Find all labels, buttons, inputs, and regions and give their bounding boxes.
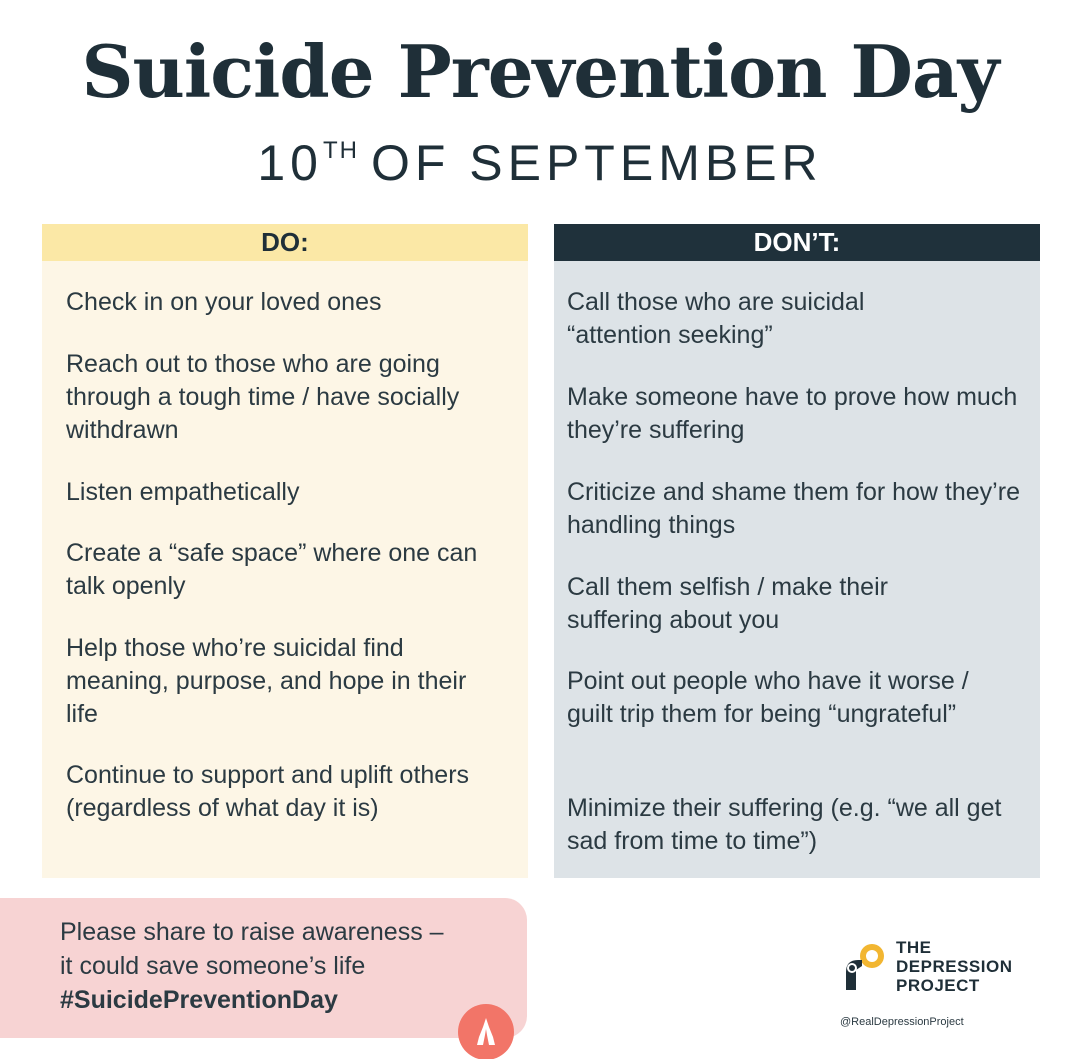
dont-item: Criticize and shame them for how they’re handling things: [567, 478, 1020, 539]
brand-logo: [836, 936, 1056, 1036]
share-callout: [0, 898, 527, 1038]
do-item: Help those who’re suicidal find meaning, purpose, and hope in their life: [66, 634, 467, 728]
date-number: 10: [257, 135, 323, 191]
dont-item: Minimize their suffering (e.g. “we all get sad from time to time”): [567, 794, 1002, 855]
do-column: [42, 224, 528, 878]
dont-item: Call them selfish / make their suffering about you: [567, 573, 888, 634]
dont-item: Call those who are suicidal “attention seeking”: [567, 288, 865, 349]
do-item: Listen empathetically: [66, 478, 300, 506]
page-title: Suicide Prevention Day: [81, 29, 999, 114]
do-heading: DO:: [42, 224, 528, 261]
do-item: Reach out to those who are going through a tough time / have socially withdrawn: [66, 350, 460, 444]
do-item: Check in on your loved ones: [66, 288, 382, 316]
dont-column: [554, 224, 1040, 878]
page-subtitle: [0, 135, 1080, 191]
logo-line-3: PROJECT: [896, 976, 980, 995]
logo-wordmark: [896, 938, 1012, 995]
dont-item: Point out people who have it worse / guilt trip them for being “ungrateful”: [567, 667, 969, 728]
dont-item: Make someone have to prove how much they’re suffering: [567, 383, 1018, 444]
praying-hands-icon: [458, 1004, 514, 1059]
dont-heading: DON’T:: [554, 224, 1040, 261]
logo-line-2: DEPRESSION: [896, 957, 1013, 976]
date-suffix: TH: [322, 137, 359, 164]
do-item: Create a “safe space” where one can talk openly: [66, 539, 478, 600]
social-handle[interactable]: @RealDepressionProject: [840, 1016, 964, 1028]
depression-project-logo-icon: [836, 940, 892, 996]
hashtag[interactable]: #SuicidePreventionDay: [60, 986, 338, 1014]
share-text-line-2: it could save someone’s life: [60, 952, 366, 980]
date-rest: OF SEPTEMBER: [370, 135, 823, 191]
share-text-line-1: Please share to raise awareness –: [60, 918, 444, 946]
logo-line-1: THE: [896, 938, 932, 957]
do-item: Continue to support and uplift others (regardless of what day it is): [66, 761, 470, 822]
